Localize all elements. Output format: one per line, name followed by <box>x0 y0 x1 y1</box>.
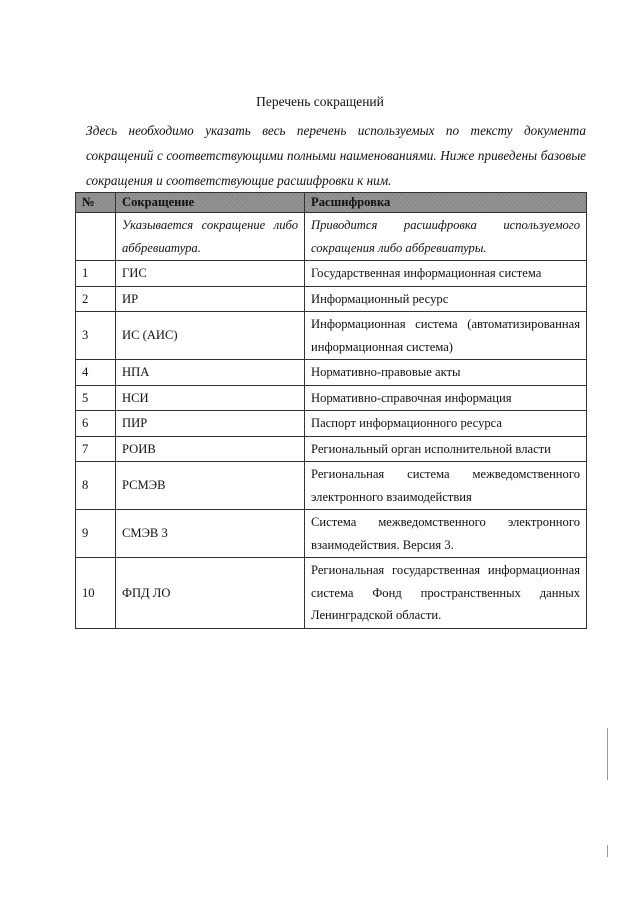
row-abbr: РСМЭВ <box>116 462 305 510</box>
row-desc: Информационный ресурс <box>305 286 587 312</box>
header-num: № <box>76 193 116 213</box>
row-desc: Региональная государственная информационная система Фонд пространственных данных Ленинградской области. <box>305 558 587 629</box>
row-num: 5 <box>76 385 116 411</box>
note-desc: Приводится расшифровка используемого сокращения либо аббревиатуры. <box>305 213 587 261</box>
header-abbr: Сокращение <box>116 193 305 213</box>
table-row <box>76 510 587 558</box>
intro-paragraph: Здесь необходимо указать весь перечень используемых по тексту документа сокращений с соответствующими полными наименованиями. Ниже приведены базовые сокращения и соответствующие расшифровки к ним. <box>86 123 586 188</box>
row-abbr: ГИС <box>116 261 305 287</box>
table-row <box>76 436 587 462</box>
row-num: 10 <box>76 558 116 629</box>
table-row <box>76 312 587 360</box>
row-num: 7 <box>76 436 116 462</box>
table-row <box>76 261 587 287</box>
table-row <box>76 286 587 312</box>
note-num <box>76 213 116 261</box>
note-abbr: Указывается сокращение либо аббревиатура. <box>116 213 305 261</box>
row-abbr: ИР <box>116 286 305 312</box>
row-desc: Система межведомственного электронного взаимодействия. Версия 3. <box>305 510 587 558</box>
row-abbr: НПА <box>116 360 305 386</box>
row-abbr: ПИР <box>116 411 305 437</box>
scan-artifact-line <box>607 845 608 857</box>
row-num: 2 <box>76 286 116 312</box>
row-desc: Паспорт информационного ресурса <box>305 411 587 437</box>
row-abbr: СМЭВ 3 <box>116 510 305 558</box>
table-row <box>76 360 587 386</box>
row-num: 4 <box>76 360 116 386</box>
row-desc: Нормативно-правовые акты <box>305 360 587 386</box>
table-header-row <box>76 193 587 213</box>
row-num: 9 <box>76 510 116 558</box>
row-desc: Нормативно-справочная информация <box>305 385 587 411</box>
row-num: 8 <box>76 462 116 510</box>
row-abbr: НСИ <box>116 385 305 411</box>
table-row <box>76 558 587 629</box>
row-abbr: ФПД ЛО <box>116 558 305 629</box>
header-desc: Расшифровка <box>305 193 587 213</box>
row-num: 6 <box>76 411 116 437</box>
row-num: 3 <box>76 312 116 360</box>
table-note-row <box>76 213 587 261</box>
row-abbr: ИС (АИС) <box>116 312 305 360</box>
abbreviations-table <box>75 192 587 629</box>
row-desc: Региональный орган исполнительной власти <box>305 436 587 462</box>
row-abbr: РОИВ <box>116 436 305 462</box>
row-desc: Информационная система (автоматизированная информационная система) <box>305 312 587 360</box>
table-row <box>76 411 587 437</box>
row-desc: Государственная информационная система <box>305 261 587 287</box>
table-row <box>76 385 587 411</box>
row-desc: Региональная система межведомственного электронного взаимодействия <box>305 462 587 510</box>
table-row <box>76 462 587 510</box>
page-title: Перечень сокращений <box>256 94 384 109</box>
row-num: 1 <box>76 261 116 287</box>
scan-artifact-line <box>607 728 608 780</box>
